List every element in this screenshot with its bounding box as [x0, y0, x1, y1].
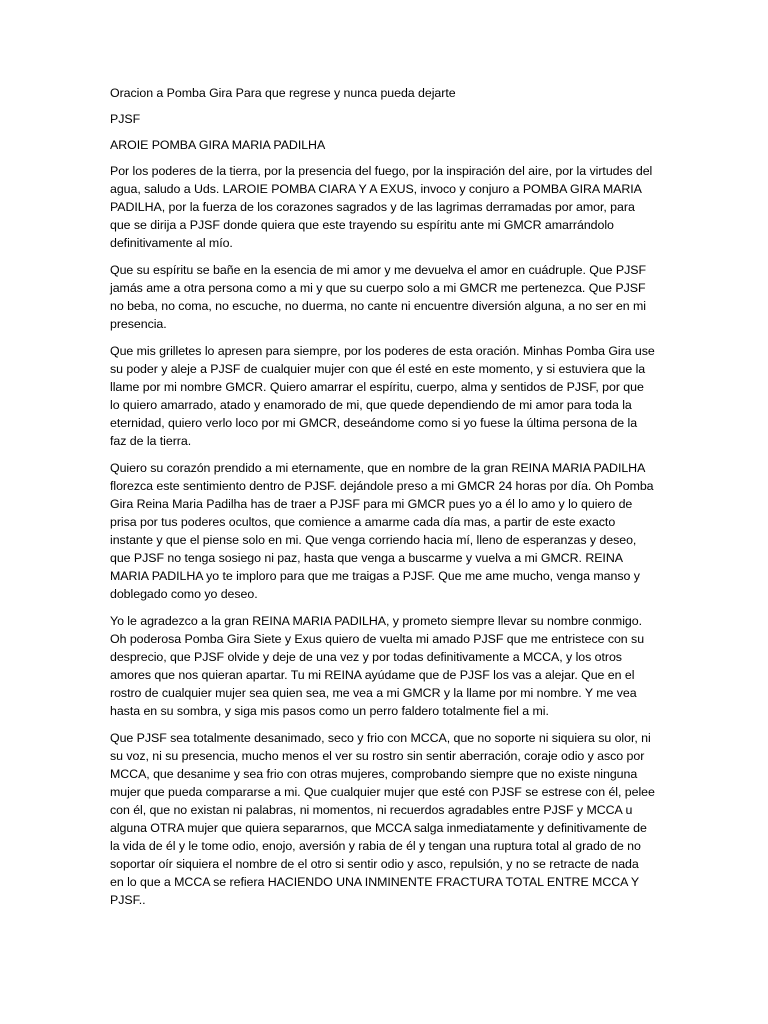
paragraph-1: Por los poderes de la tierra, por la presencia del fuego, por la inspiración del aire, por la virtudes del agua, saludo a Uds. LAROIE POMBA CIARA Y A EXUS, invoco y conjuro a POMBA GIRA MARIA PADILHA, por la fuerza de los corazones sagrados y de las lagrimas derramadas por amor, para que se dirija a PJSF donde quiera que este trayendo su espíritu ante mi GMCR amarrándolo definitivamente al mío. [110, 164, 653, 250]
paragraph-5: Yo le agradezco a la gran REINA MARIA PADILHA, y prometo siempre llevar su nombre conmigo. Oh poderosa Pomba Gira Siete y Exus quiero de vuelta mi amado PJSF que me entristece con su desprecio, que PJSF olvide y deje de una vez y por todas definitivamente a MCCA, y los otros amores que nos quieran apartar. Tu mi REINA ayúdame que de PJSF los vas a alejar. Que en el rostro de cualquier mujer sea quien sea, me vea a mi GMCR y la llame por mi nombre. Y me vea hasta en su sombra, y siga mis pasos como un perro faldero totalmente fiel a mi. [110, 614, 645, 718]
paragraph-6: Que PJSF sea totalmente desanimado, seco y frio con MCCA, que no soporte ni siquiera su olor, ni su voz, ni su presencia, mucho menos el ver su rostro sin sentir aberración, coraje odio y asco por MCCA, que desanime y sea frio con otras mujeres, comprobando siempre que no existe ninguna mujer que pueda compararse a mi. Que cualquier mujer que esté con PJSF se estrese con él, pelee con él, que no existan ni palabras, ni momentos, ni recuerdos agradables entre PJSF y MCCA u alguna OTRA mujer que quiera separarnos, que MCCA salga inmediatamente y definitivamente de la vida de él y le tome odio, enojo, aversión y rabia de él y tengan una ruptura total al grado de no soportar oír siquiera el nombre de el otro si sentir odio y asco, repulsión, y no se retracte de nada en lo que a MCCA se refiera HACIENDO UNA INMINENTE FRACTURA TOTAL ENTRE MCCA Y PJSF.. [110, 731, 655, 907]
document-title: Oracion a Pomba Gira Para que regrese y nunca pueda dejarte [110, 86, 456, 100]
paragraph-4: Quiero su corazón prendido a mi eternamente, que en nombre de la gran REINA MARIA PADILHA florezca este sentimiento dentro de PJSF. dejándole preso a mi GMCR 24 horas por día. Oh Pomba Gira Reina Maria Padilha has de traer a PJSF para mi GMCR pues yo a él lo amo y lo quiero de prisa por tus poderes ocultos, que comience a amarme cada día mas, a partir de este exacto instante y que el piense solo en mi. Que venga corriendo hacia mí, lleno de esperanzas y deseo, que PJSF no tenga sosiego ni paz, hasta que venga a buscarme y vuelva a mi GMCR. REINA MARIA PADILHA yo te imploro para que me traigas a PJSF. Que me ame mucho, venga manso y doblegado como yo deseo. [110, 461, 654, 601]
paragraph-2: Que su espíritu se bañe en la esencia de mi amor y me devuelva el amor en cuádruple. Que PJSF jamás ame a otra persona como a mi y que su cuerpo solo a mi GMCR me pertenezca. Que PJSF no beba, no coma, no escuche, no duerma, no cante ni encuentre diversión alguna, a no ser en mi presencia. [110, 263, 647, 331]
document-subtitle: PJSF [110, 112, 141, 126]
document-invocation: AROIE POMBA GIRA MARIA PADILHA [110, 138, 326, 152]
paragraph-3: Que mis grilletes lo apresen para siempre, por los poderes de esta oración. Minhas Pomba Gira use su poder y aleje a PJSF de cualquier mujer con que él esté en este momento, y si estuviera que la llame por mi nombre GMCR. Quiero amarrar el espíritu, cuerpo, alma y sentidos de PJSF, por que lo quiero amarrado, atado y enamorado de mi, que quede dependiendo de mi amor para toda la eternidad, quiero verlo loco por mi GMCR, deseándome como si yo fuese la última persona de la faz de la tierra. [110, 344, 655, 448]
document-body [110, 84, 655, 918]
